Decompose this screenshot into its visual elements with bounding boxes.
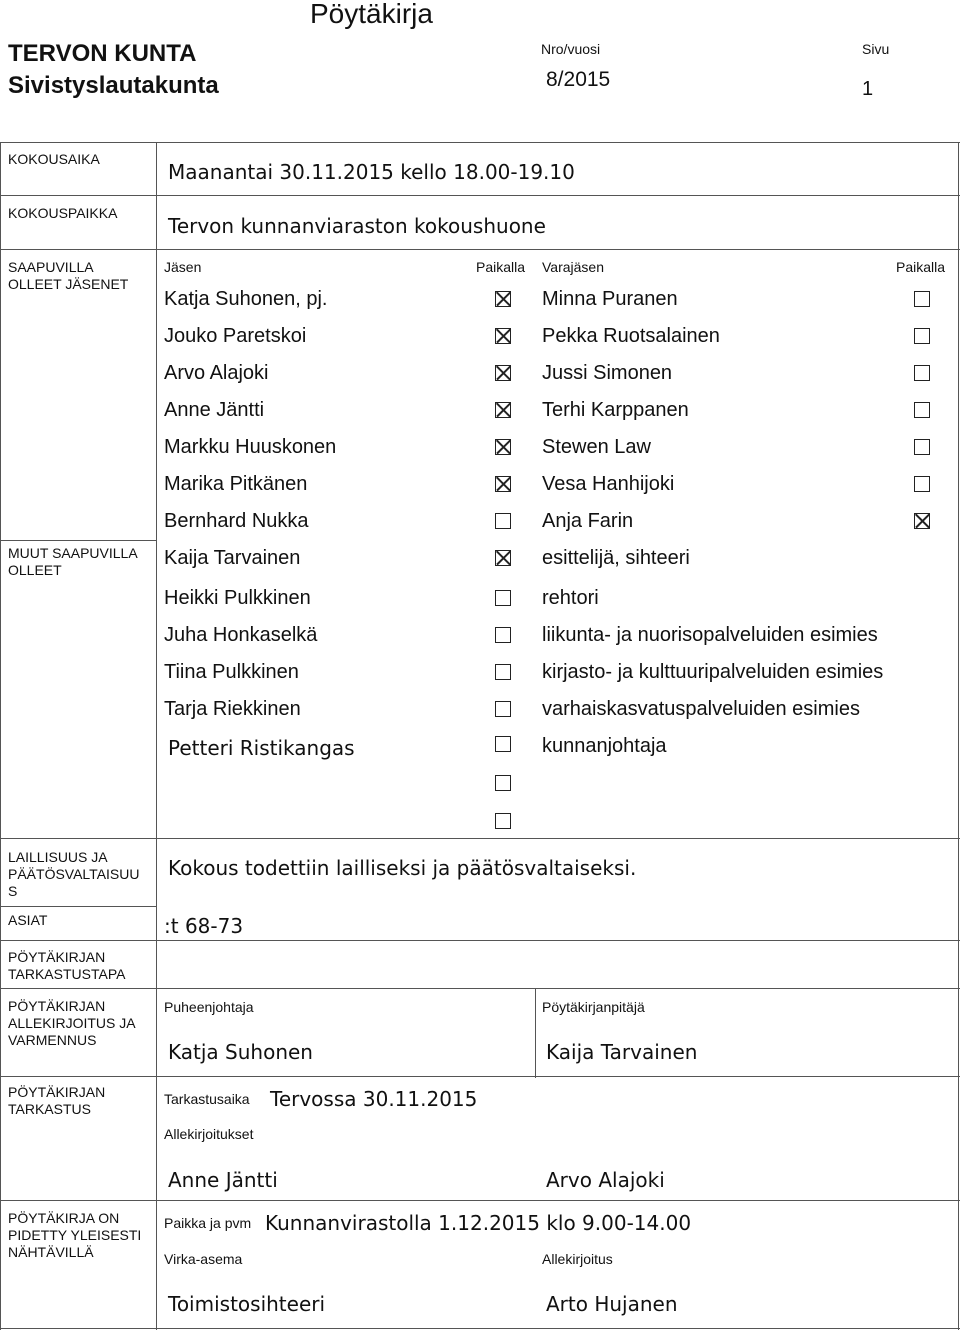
tarkastustapa-label-line: PÖYTÄKIRJAN <box>8 949 106 965</box>
deputy-name: Jussi Simonen <box>542 362 673 384</box>
saapuvilla-label-line: SAAPUVILLA <box>8 259 94 275</box>
signature-column-divider <box>535 988 536 1078</box>
frame-right <box>958 142 959 1330</box>
other-attendee-role: kunnanjohtaja <box>542 735 667 757</box>
other-present-checkbox <box>495 775 511 791</box>
nro-label: Nro/vuosi <box>541 41 601 57</box>
tarkastusaika-value: Tervossa 30.11.2015 <box>270 1087 478 1111</box>
member-name: Katja Suhonen, pj. <box>164 288 328 310</box>
checker-2-name: Arvo Alajoki <box>546 1168 665 1192</box>
deputy-present-checkbox <box>914 513 930 529</box>
col-present2-header: Paikalla <box>896 259 946 275</box>
nro-value: 8/2015 <box>546 68 611 91</box>
other-present-checkbox <box>495 813 511 829</box>
tarkastus-label <box>8 1084 105 1118</box>
signature-label: Allekirjoitus <box>542 1251 613 1267</box>
muut-label-line: OLLEET <box>8 562 62 578</box>
chair-label: Puheenjohtaja <box>164 999 254 1015</box>
virka-label: Virka-asema <box>164 1251 243 1267</box>
row-divider <box>0 1076 960 1077</box>
row-divider <box>0 540 157 541</box>
other-attendee-name: Petteri Ristikangas <box>168 736 355 760</box>
virka-value: Toimistosihteeri <box>168 1292 326 1316</box>
paikka-value: Kunnanvirastolla 1.12.2015 klo 9.00-14.00 <box>265 1211 692 1235</box>
member-present-checkbox <box>495 328 511 344</box>
tarkastustapa-label <box>8 949 125 983</box>
tarkastus-label-line: PÖYTÄKIRJAN <box>8 1084 106 1100</box>
row-divider <box>0 1200 960 1201</box>
kokouspaikka-value: Tervon kunnanviaraston kokoushuone <box>168 214 546 238</box>
col-present-header: Paikalla <box>476 259 526 275</box>
other-attendee-name: Tiina Pulkkinen <box>164 661 299 683</box>
asiat-label: ASIAT <box>8 912 48 928</box>
deputy-name: Pekka Ruotsalainen <box>542 325 720 347</box>
allekirjoitus-label-line: VARMENNUS <box>8 1032 97 1048</box>
member-name: Marika Pitkänen <box>164 473 308 495</box>
row-divider <box>0 940 960 941</box>
deputy-name: Anja Farin <box>542 510 634 532</box>
other-attendee-role: varhaiskasvatuspalveluiden esimies <box>542 698 860 720</box>
other-attendee-role: rehtori <box>542 587 599 609</box>
asiat-value: :t 68-73 <box>164 914 244 938</box>
col-deputy-header: Varajäsen <box>542 259 605 275</box>
member-name: Markku Huuskonen <box>164 436 337 458</box>
nahtavilla-label-line: NÄHTÄVILLÄ <box>8 1244 94 1260</box>
laillisuus-label <box>8 849 139 900</box>
deputy-present-checkbox <box>914 365 930 381</box>
committee-name: Sivistyslautakunta <box>8 72 219 99</box>
organization-name: TERVON KUNTA <box>8 40 197 67</box>
member-name: Anne Jäntti <box>164 399 265 421</box>
deputy-present-checkbox <box>914 328 930 344</box>
other-attendee-role: liikunta- ja nuorisopalveluiden esimies <box>542 624 878 646</box>
nahtavilla-label-line: PIDETTY YLEISESTI <box>8 1227 142 1243</box>
kokousaika-label: KOKOUSAIKA <box>8 151 100 167</box>
frame-left <box>0 142 1 1330</box>
row-divider <box>0 249 960 250</box>
laillisuus-value: Kokous todettiin lailliseksi ja päätösvaltaiseksi. <box>168 856 637 880</box>
other-present-checkbox <box>495 627 511 643</box>
signature-value: Arto Hujanen <box>546 1292 678 1316</box>
deputy-name: Vesa Hanhijoki <box>542 473 675 495</box>
col-member-header: Jäsen <box>164 259 202 275</box>
deputy-name: Minna Puranen <box>542 288 678 310</box>
member-name: Jouko Paretskoi <box>164 325 307 347</box>
frame-bottom <box>0 1328 960 1329</box>
row-divider <box>0 906 157 907</box>
row-divider <box>0 838 960 839</box>
page-label: Sivu <box>862 41 890 57</box>
allekirjoitus-label-line: ALLEKIRJOITUS JA <box>8 1015 136 1031</box>
secretary-label: Pöytäkirjanpitäjä <box>542 999 645 1015</box>
deputy-name: Terhi Karppanen <box>542 399 689 421</box>
deputy-present-checkbox <box>914 402 930 418</box>
saapuvilla-label-line: OLLEET JÄSENET <box>8 276 129 292</box>
deputy-name: Stewen Law <box>542 436 651 458</box>
frame-top <box>0 142 960 143</box>
member-present-checkbox <box>495 513 511 529</box>
other-attendee-name: Tarja Riekkinen <box>164 698 301 720</box>
saapuvilla-label <box>8 259 128 293</box>
label-column-divider <box>156 142 157 1330</box>
other-present-checkbox <box>495 550 511 566</box>
deputy-present-checkbox <box>914 291 930 307</box>
laillisuus-label-line: LAILLISUUS JA <box>8 849 108 865</box>
nahtavilla-label <box>8 1210 141 1261</box>
row-divider <box>0 988 960 989</box>
deputy-present-checkbox <box>914 439 930 455</box>
tarkastustapa-label-line: TARKASTUSTAPA <box>8 966 126 982</box>
other-attendee-name: Heikki Pulkkinen <box>164 587 311 609</box>
member-present-checkbox <box>495 402 511 418</box>
member-present-checkbox <box>495 439 511 455</box>
member-present-checkbox <box>495 365 511 381</box>
kokouspaikka-label: KOKOUSPAIKKA <box>8 205 118 221</box>
member-present-checkbox <box>495 476 511 492</box>
nahtavilla-label-line: PÖYTÄKIRJA ON <box>8 1210 120 1226</box>
row-divider <box>0 195 960 196</box>
allekirjoitukset-label: Allekirjoitukset <box>164 1126 254 1142</box>
muut-label-line: MUUT SAAPUVILLA <box>8 545 138 561</box>
chair-name: Katja Suhonen <box>168 1040 313 1064</box>
allekirjoitus-label-line: PÖYTÄKIRJAN <box>8 998 106 1014</box>
other-present-checkbox <box>495 664 511 680</box>
tarkastusaika-label: Tarkastusaika <box>164 1091 250 1107</box>
member-name: Bernhard Nukka <box>164 510 309 532</box>
kokousaika-value: Maanantai 30.11.2015 kello 18.00-19.10 <box>168 160 575 184</box>
laillisuus-label-line: S <box>8 883 18 899</box>
member-present-checkbox <box>495 291 511 307</box>
other-attendee-name: Juha Honkaselkä <box>164 624 318 646</box>
other-attendee-role: esittelijä, sihteeri <box>542 547 690 569</box>
tarkastus-label-line: TARKASTUS <box>8 1101 91 1117</box>
checker-1-name: Anne Jäntti <box>168 1168 278 1192</box>
other-attendee-role: kirjasto- ja kulttuuripalveluiden esimies <box>542 661 884 683</box>
laillisuus-label-line: PÄÄTÖSVALTAISUU <box>8 866 140 882</box>
member-name: Arvo Alajoki <box>164 362 269 384</box>
other-attendee-name: Kaija Tarvainen <box>164 547 301 569</box>
other-present-checkbox <box>495 736 511 752</box>
allekirjoitus-label <box>8 998 136 1049</box>
muut-saapuvilla-label <box>8 545 138 579</box>
other-present-checkbox <box>495 701 511 717</box>
page-value: 1 <box>862 78 874 100</box>
secretary-name: Kaija Tarvainen <box>546 1040 698 1064</box>
paikka-label: Paikka ja pvm <box>164 1215 252 1231</box>
deputy-present-checkbox <box>914 476 930 492</box>
document-title: Pöytäkirja <box>310 0 433 29</box>
other-present-checkbox <box>495 590 511 606</box>
